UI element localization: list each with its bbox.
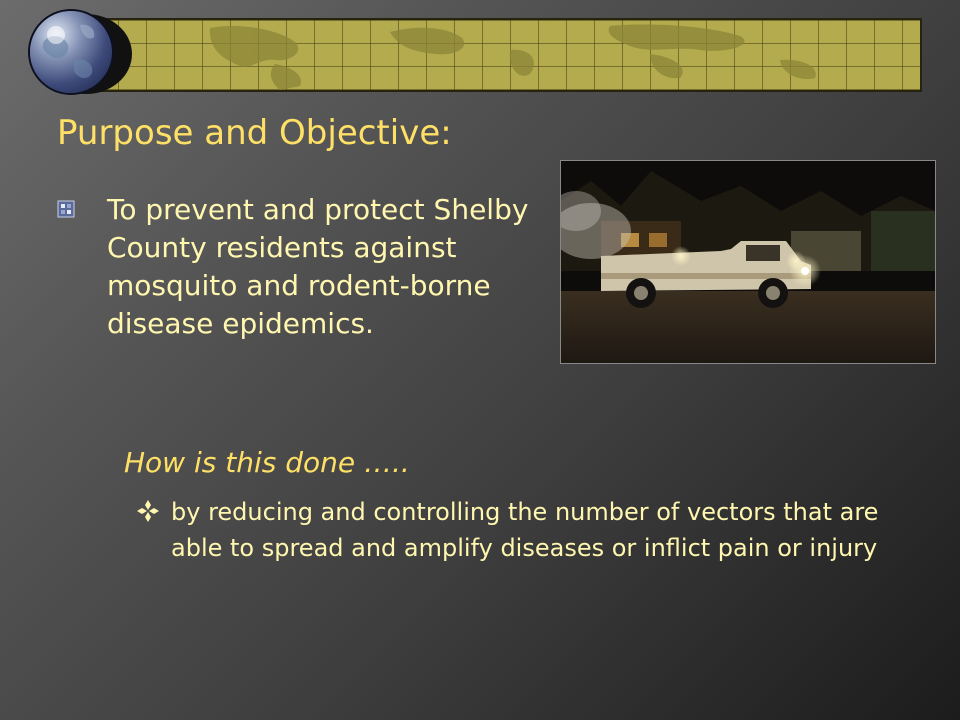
square-bullet-icon <box>57 200 75 218</box>
slide-title: Purpose and Objective: <box>57 113 452 153</box>
how-question: How is this done ….. <box>124 446 410 479</box>
world-map-banner <box>88 18 922 92</box>
purpose-bullet-text: To prevent and protect Shelby County residents against mosquito and rodent-borne disease epidemics. <box>107 193 529 340</box>
answer-bullet-text: by reducing and controlling the number of vectors that are able to spread and amplify diseases or inflict pain or injury <box>171 498 879 562</box>
diamond-bullet-icon <box>136 499 160 523</box>
pickup-truck-image <box>561 161 935 363</box>
globe-icon <box>30 11 112 93</box>
fogging-truck-photo <box>560 160 936 364</box>
world-map-icon <box>90 20 920 90</box>
